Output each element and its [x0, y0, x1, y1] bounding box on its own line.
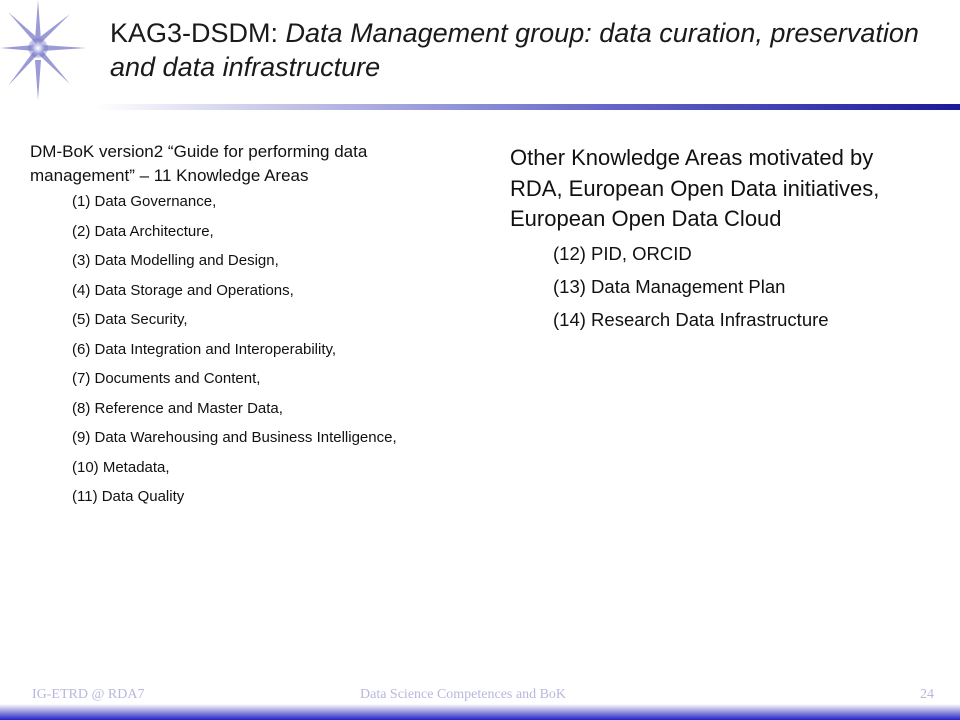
list-item: (11) Data Quality [72, 488, 185, 505]
title-prefix: KAG3-DSDM: [110, 18, 286, 48]
other-area-list [510, 243, 930, 331]
list-item: (14) Research Data Infrastructure [553, 308, 829, 330]
bottom-gradient-bar [0, 704, 960, 720]
list-item: (5) Data Security, [72, 311, 188, 328]
footer-left-text: IG-ETRD @ RDA7 [32, 687, 145, 702]
star-logo-icon [0, 0, 100, 100]
page-number: 24 [920, 687, 934, 702]
dmbok-intro: DM-BoK version2 “Guide for performing data management” – 11 Knowledge Areas [30, 142, 368, 185]
title-subject: Data Management group: data curation, preservation and data infrastructure [110, 18, 919, 82]
list-item: (12) PID, ORCID [553, 242, 692, 264]
list-item: (4) Data Storage and Operations, [72, 281, 294, 299]
list-item: (2) Data Architecture, [72, 222, 214, 240]
other-areas-intro: Other Knowledge Areas motivated by RDA, European Open Data initiatives, European Open Data Cloud [510, 145, 880, 231]
slide-title [110, 16, 950, 84]
right-column [510, 143, 930, 342]
list-item: (9) Data Warehousing and Business Intelligence, [72, 429, 397, 446]
list-item: (6) Data Integration and Interoperability, [72, 340, 337, 358]
title-divider [95, 104, 960, 110]
list-item: (8) Reference and Master Data, [72, 399, 283, 417]
list-item: (3) Data Modelling and Design, [72, 252, 279, 269]
knowledge-area-list [30, 192, 430, 507]
list-item: (13) Data Management Plan [553, 275, 786, 297]
left-column [30, 140, 430, 517]
footer-center-text: Data Science Competences and BoK [360, 687, 567, 702]
list-item: (10) Metadata, [72, 458, 170, 476]
list-item: (1) Data Governance, [72, 193, 217, 210]
list-item: (7) Documents and Content, [72, 370, 261, 387]
